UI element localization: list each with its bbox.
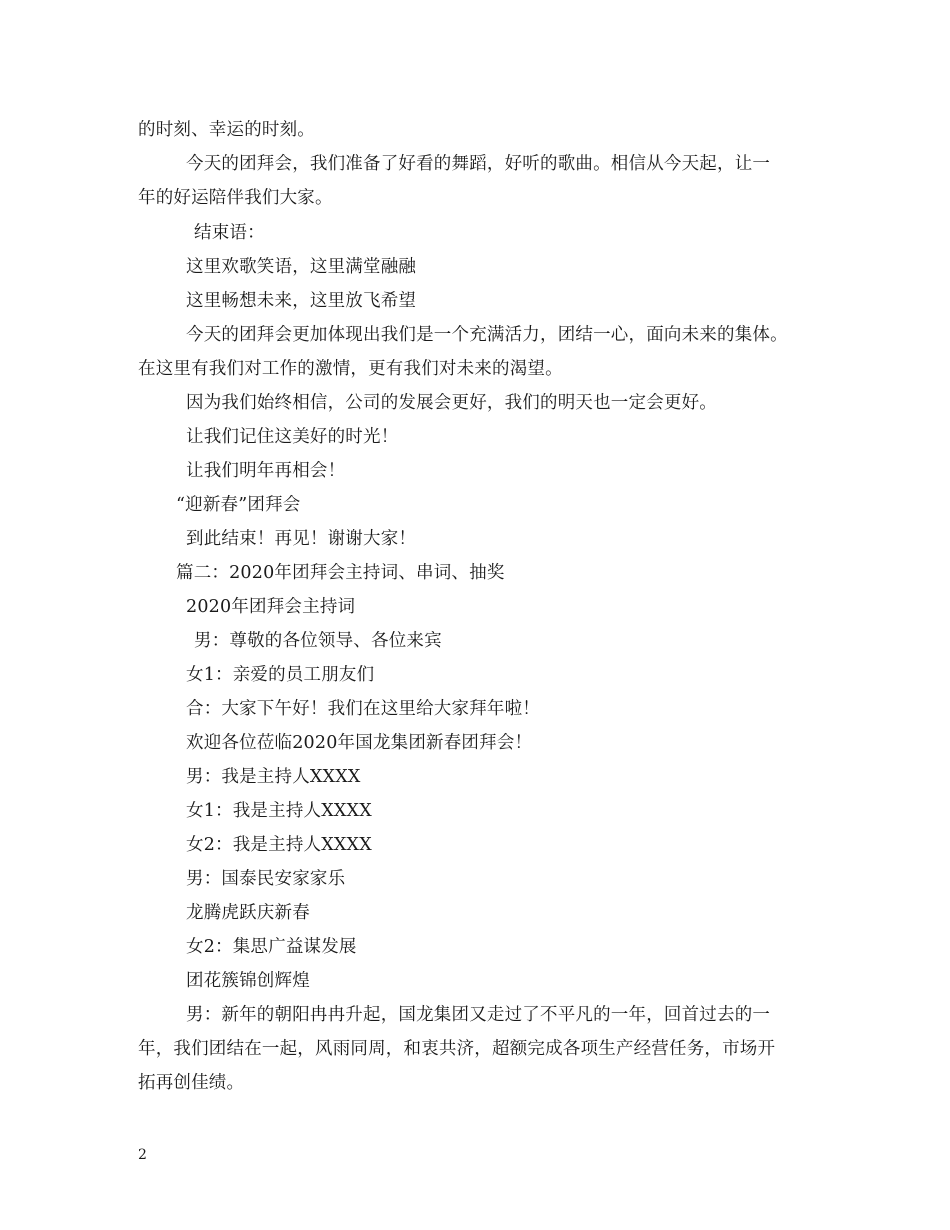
text-line: 男：我是主持人XXXX: [186, 767, 361, 787]
text-line: 团花簇锦创辉煌: [186, 971, 310, 991]
text-line: 女2：集思广益谋发展: [186, 937, 357, 957]
text-line: 拓再创佳绩。: [138, 1073, 245, 1093]
text-line: 女1：亲爱的员工朋友们: [186, 665, 375, 685]
text-line: 的时刻、幸运的时刻。: [138, 120, 315, 140]
section-heading: 篇二：2020年团拜会主持词、串词、抽奖: [176, 563, 505, 583]
text-line: “迎新春”团拜会: [176, 495, 301, 515]
text-line: 年，我们团结在一起，风雨同周，和衷共济，超额完成各项生产经营任务，市场开: [138, 1039, 776, 1059]
page-number: 2: [138, 1147, 147, 1163]
sub-heading: 2020年团拜会主持词: [186, 597, 356, 617]
text-line: 男：新年的朝阳冉冉升起，国龙集团又走过了不平凡的一年，回首过去的一: [186, 1005, 771, 1025]
text-line: 今天的团拜会更加体现出我们是一个充满活力，团结一心，面向未来的集体。: [186, 325, 788, 345]
text-line: 年的好运陪伴我们大家。: [138, 188, 333, 208]
text-line: 到此结束！再见！谢谢大家！: [186, 529, 417, 549]
text-line: 今天的团拜会，我们准备了好看的舞蹈，好听的歌曲。相信从今天起，让一: [186, 154, 771, 174]
text-line: 因为我们始终相信，公司的发展会更好，我们的明天也一定会更好。: [186, 393, 717, 413]
text-line: 这里欢歌笑语，这里满堂融融: [186, 257, 417, 277]
text-line: 龙腾虎跃庆新春: [186, 903, 310, 923]
text-line: 让我们记住这美好的时光！: [186, 427, 399, 447]
text-line: 欢迎各位莅临2020年国龙集团新春团拜会！: [186, 733, 533, 753]
text-line: 在这里有我们对工作的激情，更有我们对未来的渴望。: [138, 359, 563, 379]
text-line: 让我们明年再相会！: [186, 461, 346, 481]
text-line: 男：国泰民安家家乐: [186, 869, 346, 889]
text-line: 合：大家下午好！我们在这里给大家拜年啦！: [186, 699, 540, 719]
text-line: 女2：我是主持人XXXX: [186, 835, 372, 855]
section-heading: 结束语：: [194, 223, 265, 243]
text-line: 女1：我是主持人XXXX: [186, 801, 372, 821]
text-line: 男：尊敬的各位领导、各位来宾: [194, 631, 442, 651]
text-line: 这里畅想未来，这里放飞希望: [186, 291, 417, 311]
